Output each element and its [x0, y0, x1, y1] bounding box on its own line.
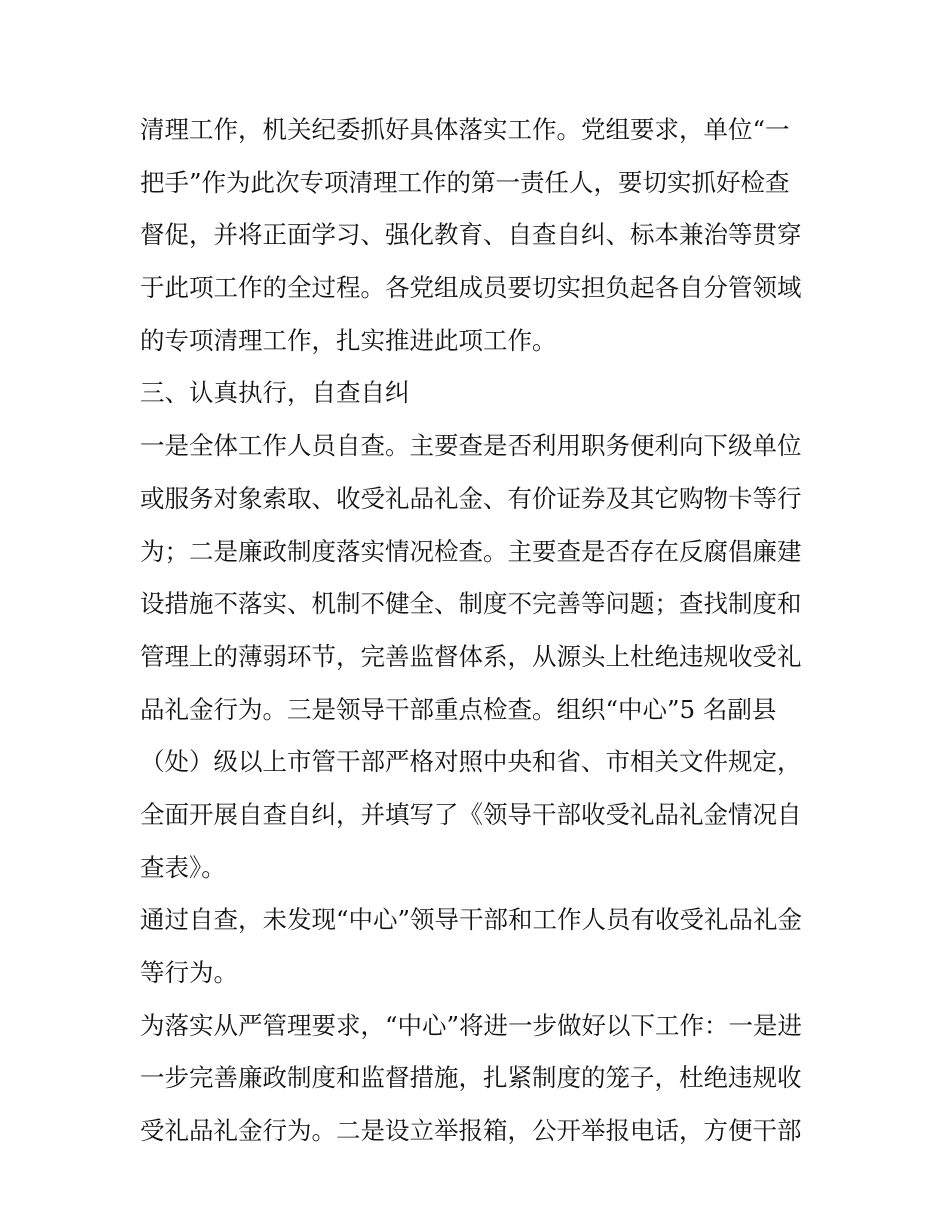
- text-line: 一是全体工作人员自查。主要查是否利用职务便利向下级单位: [140, 431, 802, 461]
- text-line: 品礼金行为。三是领导干部重点检查。组织“中心”5 名副县: [140, 694, 777, 724]
- text-line: 督促，并将正面学习、强化教育、自查自纠、标本兼治等贯穿: [140, 220, 802, 250]
- text-line: 为落实从严管理要求，“中心”将进一步做好以下工作：一是进: [140, 1010, 803, 1040]
- text-line: 或服务对象索取、收受礼品礼金、有价证券及其它购物卡等行: [140, 483, 802, 513]
- text-line: 等行为。: [140, 958, 238, 987]
- text-line: 全面开展自查自纠，并填写了《领导干部收受礼品礼金情况自: [140, 799, 802, 829]
- document-body: [140, 104, 820, 1158]
- text-line: 受礼品礼金行为。二是设立举报箱，公开举报电话，方便干部: [140, 1116, 802, 1146]
- text-line: 设措施不落实、机制不健全、制度不完善等问题；查找制度和: [140, 589, 802, 619]
- text-line: 为；二是廉政制度落实情况检查。主要查是否存在反腐倡廉建: [140, 536, 802, 566]
- text-line: 一步完善廉政制度和监督措施，扎紧制度的笼子，杜绝违规收: [140, 1063, 802, 1093]
- text-line: 清理工作，机关纪委抓好具体落实工作。党组要求，单位“一: [140, 115, 790, 144]
- text-line: （处）级以上市管干部严格对照中央和省、市相关文件规定，: [140, 747, 802, 777]
- text-line: 于此项工作的全过程。各党组成员要切实担负起各自分管领域: [140, 273, 802, 303]
- text-line: 把手”作为此次专项清理工作的第一责任人，要切实抓好检查: [140, 167, 790, 197]
- text-line: 的专项清理工作，扎实推进此项工作。: [140, 325, 557, 355]
- text-line: 通过自查，未发现“中心”领导干部和工作人员有收受礼品礼金: [140, 905, 803, 935]
- section-heading: 三、认真执行，自查自纠: [140, 378, 410, 408]
- text-line: 管理上的薄弱环节，完善监督体系，从源头上杜绝违规收受礼: [140, 641, 802, 671]
- text-line: 查表》。: [140, 852, 226, 882]
